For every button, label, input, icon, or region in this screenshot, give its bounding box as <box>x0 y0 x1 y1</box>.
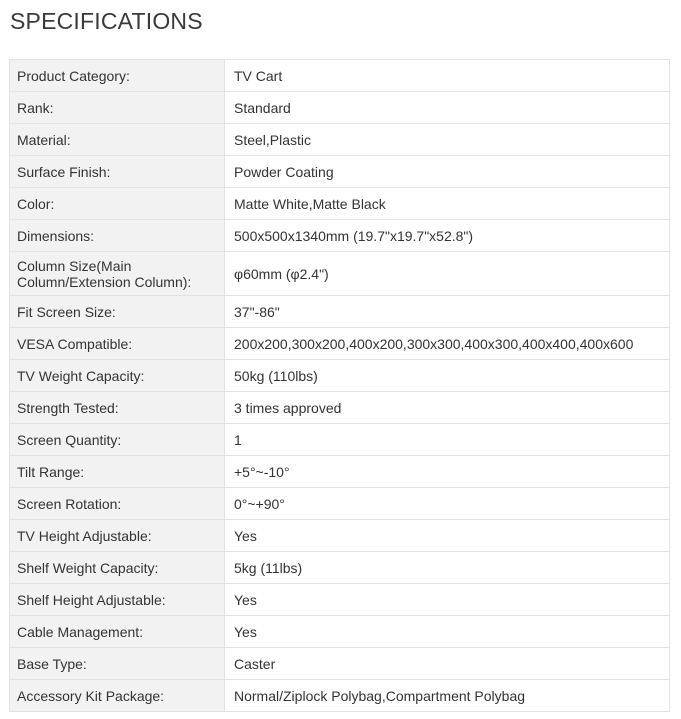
spec-value: 500x500x1340mm (19.7"x19.7"x52.8") <box>225 220 670 252</box>
spec-value: Yes <box>225 584 670 616</box>
spec-label: Tilt Range: <box>10 456 225 488</box>
spec-label: Accessory Kit Package: <box>10 680 225 712</box>
spec-value: 5kg (11lbs) <box>225 552 670 584</box>
table-row-screen-quantity <box>10 424 670 456</box>
table-row-surface-finish <box>10 156 670 188</box>
page-title: SPECIFICATIONS <box>10 8 203 34</box>
table-row-shelf-weight-capacity <box>10 552 670 584</box>
spec-label: Material: <box>10 124 225 156</box>
table-row-strength-tested <box>10 392 670 424</box>
spec-value: 200x200,300x200,400x200,300x300,400x300,400x400,400x600 <box>225 328 670 360</box>
spec-label: Screen Quantity: <box>10 424 225 456</box>
spec-value: Yes <box>225 616 670 648</box>
table-row-shelf-height-adjustable <box>10 584 670 616</box>
table-row-dimensions <box>10 220 670 252</box>
spec-value: Powder Coating <box>225 156 670 188</box>
table-row-cable-management <box>10 616 670 648</box>
spec-value: +5°~-10° <box>225 456 670 488</box>
spec-label: Shelf Height Adjustable: <box>10 584 225 616</box>
spec-label: Shelf Weight Capacity: <box>10 552 225 584</box>
table-row-tv-height-adjustable <box>10 520 670 552</box>
spec-label: Fit Screen Size: <box>10 296 225 328</box>
table-row-screen-rotation <box>10 488 670 520</box>
table-row-tilt-range <box>10 456 670 488</box>
table-row-rank <box>10 92 670 124</box>
spec-label: VESA Compatible: <box>10 328 225 360</box>
specifications-table-body <box>10 60 670 712</box>
spec-value: 37"-86" <box>225 296 670 328</box>
spec-value: Steel,Plastic <box>225 124 670 156</box>
spec-value: Normal/Ziplock Polybag,Compartment Polybag <box>225 680 670 712</box>
spec-label: Surface Finish: <box>10 156 225 188</box>
spec-label: Color: <box>10 188 225 220</box>
table-row-accessory-kit-package <box>10 680 670 712</box>
table-row-column-size <box>10 252 670 296</box>
spec-label: Cable Management: <box>10 616 225 648</box>
spec-value: 1 <box>225 424 670 456</box>
spec-label: Dimensions: <box>10 220 225 252</box>
spec-value: Yes <box>225 520 670 552</box>
spec-label: Rank: <box>10 92 225 124</box>
specifications-table <box>9 59 670 712</box>
spec-label: TV Weight Capacity: <box>10 360 225 392</box>
table-row-vesa-compatible <box>10 328 670 360</box>
spec-label: Product Category: <box>10 60 225 92</box>
table-row-product-category <box>10 60 670 92</box>
spec-value: 0°~+90° <box>225 488 670 520</box>
spec-value: Matte White,Matte Black <box>225 188 670 220</box>
spec-label: Strength Tested: <box>10 392 225 424</box>
spec-value: 50kg (110lbs) <box>225 360 670 392</box>
table-row-tv-weight-capacity <box>10 360 670 392</box>
table-row-material <box>10 124 670 156</box>
spec-value: TV Cart <box>225 60 670 92</box>
spec-label: Column Size(Main Column/Extension Column): <box>10 252 225 296</box>
spec-value: Standard <box>225 92 670 124</box>
spec-value: 3 times approved <box>225 392 670 424</box>
spec-label: Base Type: <box>10 648 225 680</box>
spec-label: Screen Rotation: <box>10 488 225 520</box>
table-row-fit-screen-size <box>10 296 670 328</box>
spec-value: φ60mm (φ2.4") <box>225 252 670 296</box>
table-row-base-type <box>10 648 670 680</box>
table-row-color <box>10 188 670 220</box>
spec-label: TV Height Adjustable: <box>10 520 225 552</box>
spec-value: Caster <box>225 648 670 680</box>
